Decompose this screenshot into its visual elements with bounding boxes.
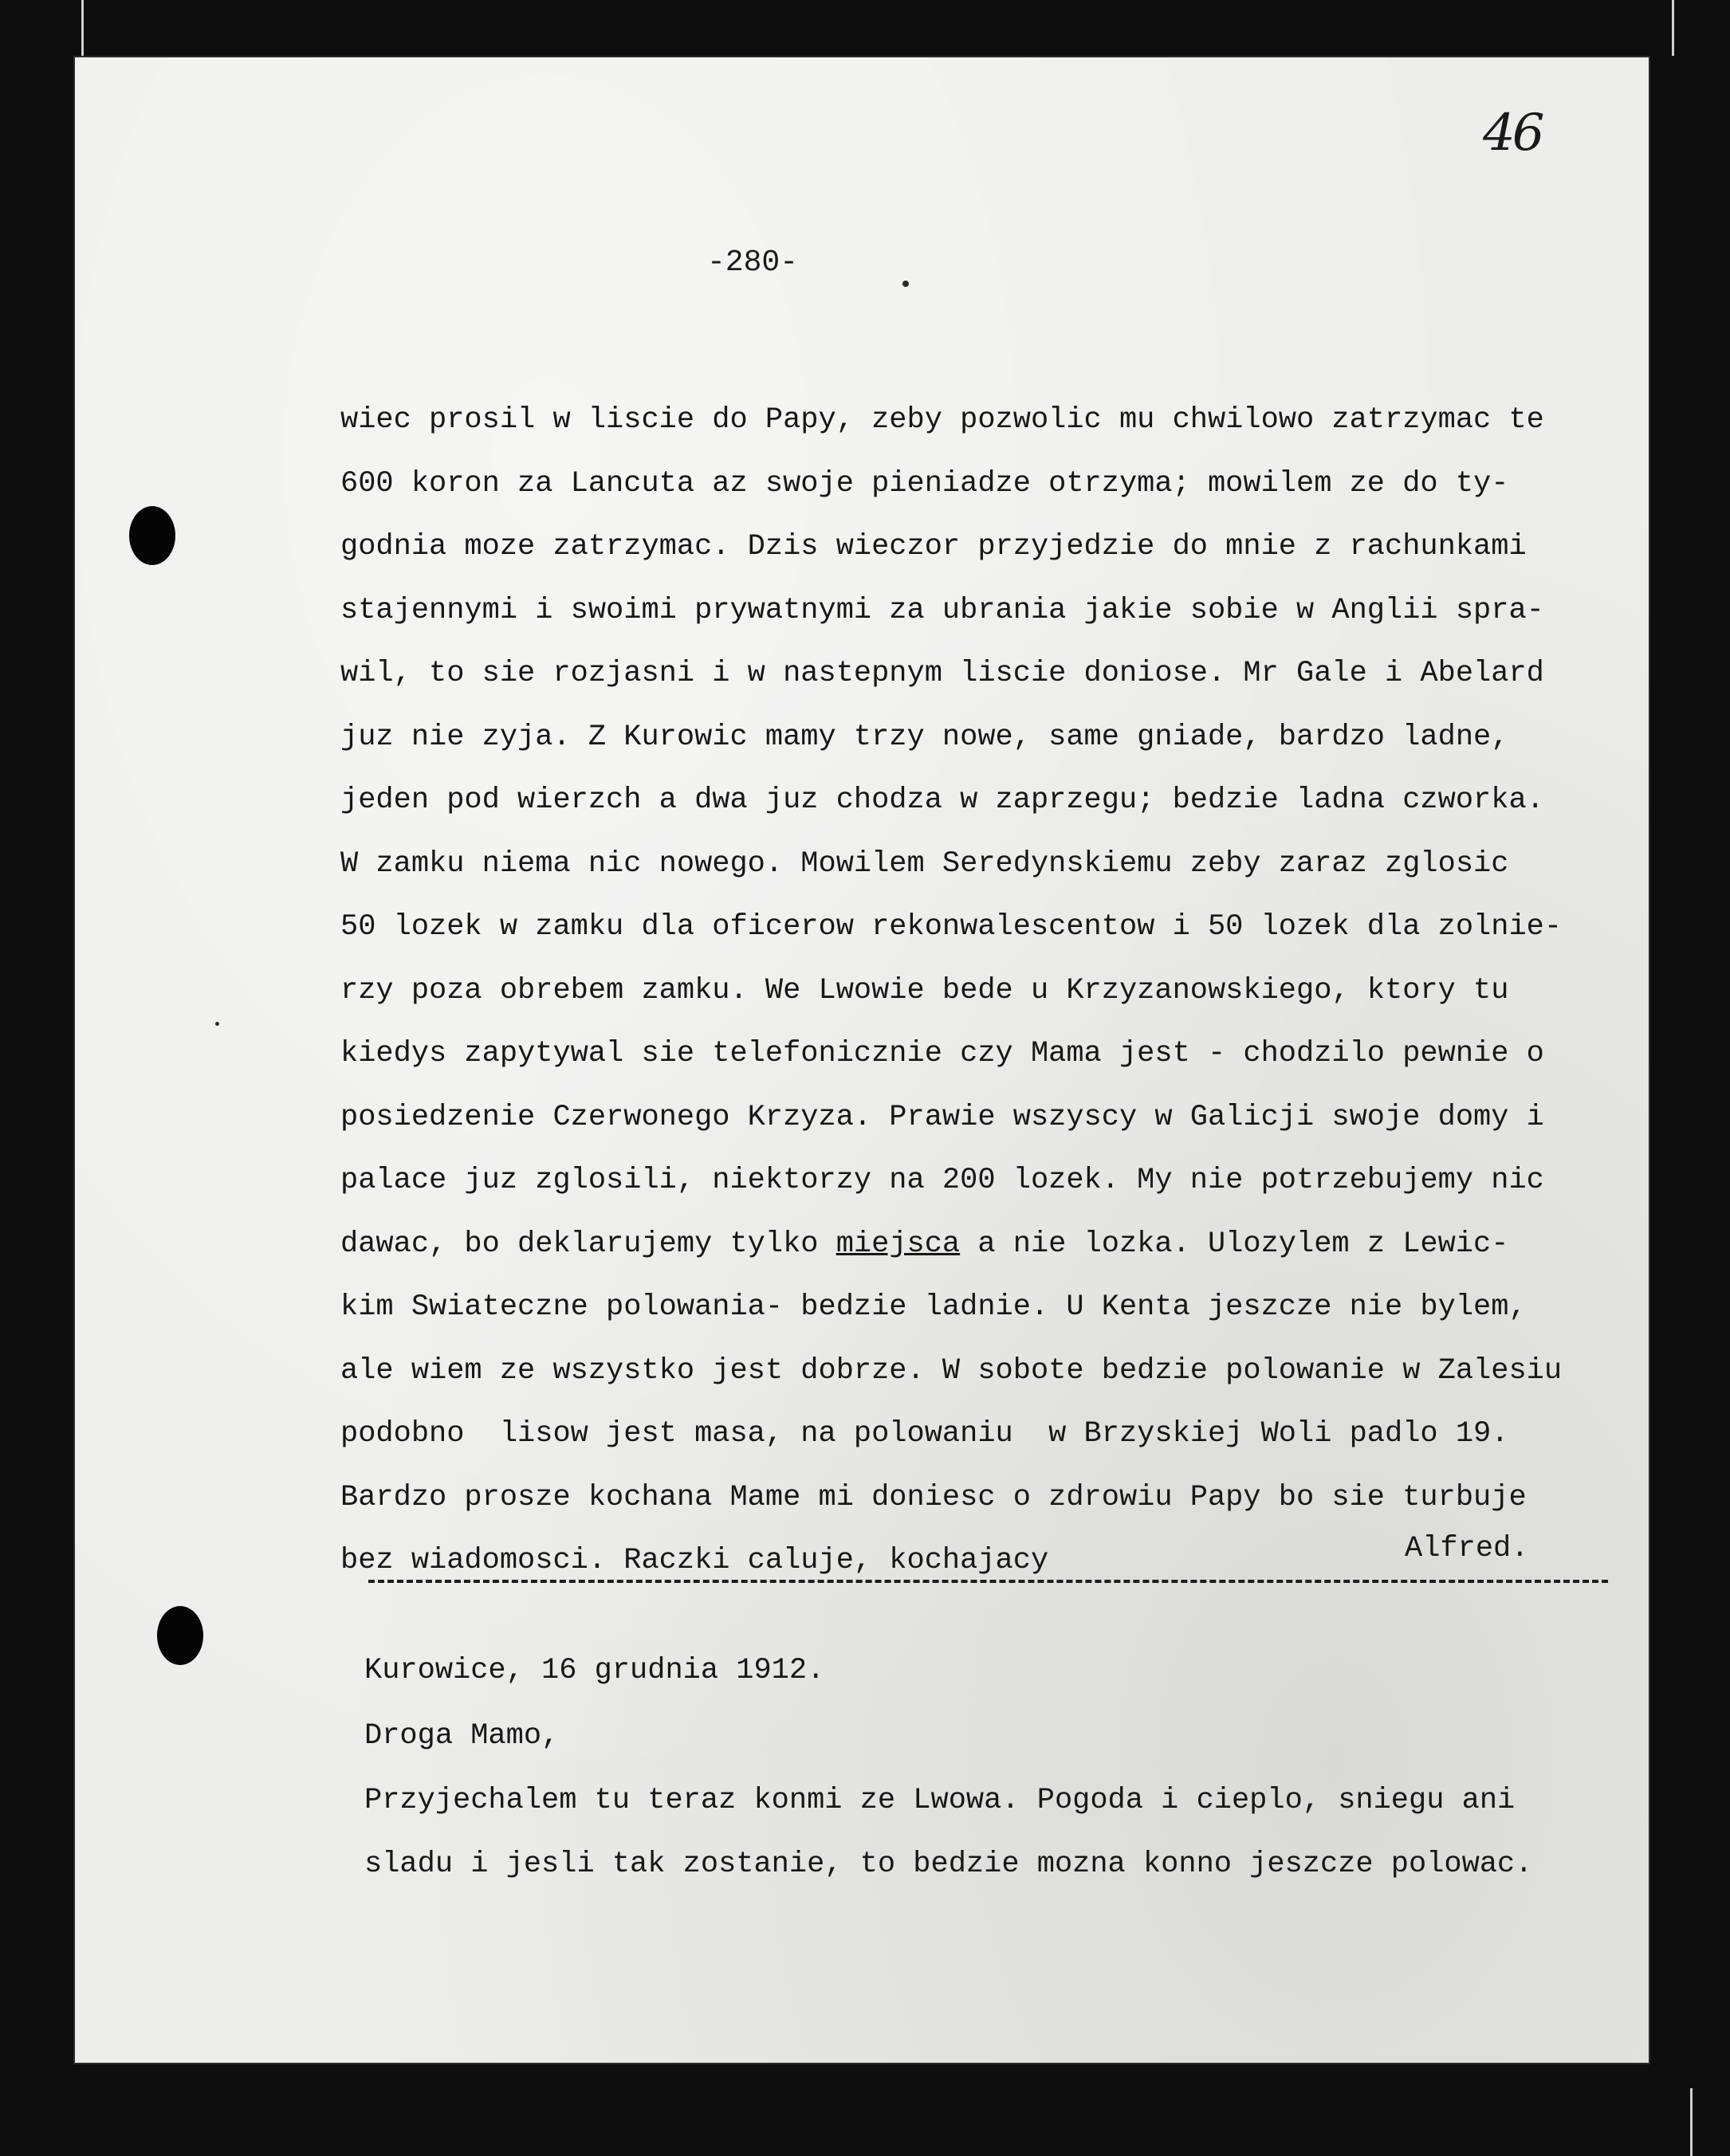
underlined-word: miejsca — [836, 1227, 961, 1261]
ink-speck — [902, 281, 909, 287]
text-line: Bardzo prosze kochana Mame mi doniesc o zdrowiu Papy bo sie turbuje — [340, 1480, 1527, 1514]
text-line: rzy poza obrebem zamku. We Lwowie bede u Krzyzanowskiego, ktory tu — [340, 973, 1509, 1007]
text-line: ale wiem ze wszystko jest dobrze. W sobote bedzie polowanie w Zalesiu — [340, 1353, 1563, 1388]
text-segment: a nie lozka. Ulozylem z Lewic- — [960, 1227, 1509, 1261]
text-line: 600 koron za Lancuta az swoje pieniadze otrzyma; mowilem ze do ty- — [340, 466, 1509, 501]
text-line: 50 lozek w zamku dla oficerow rekonwalescentow i 50 lozek dla zolnie- — [340, 910, 1563, 944]
text-line: kim Swiateczne polowania- bedzie ladnie. U Kenta jeszcze nie bylem, — [340, 1290, 1527, 1324]
text-line: podobno lisow jest masa, na polowaniu w Brzyskiej Woli padlo 19. — [340, 1417, 1509, 1451]
text-line: Przyjechalem tu teraz konmi ze Lwowa. Pogoda i cieplo, sniegu ani — [364, 1784, 1516, 1817]
text-line: stajennymi i swoimi prywatnymi za ubrania jakie sobie w Anglii spra- — [340, 593, 1544, 627]
text-line-with-underline — [340, 1213, 1712, 1277]
text-line: palace juz zglosili, niektorzy na 200 lozek. My nie potrzebujemy nic — [340, 1164, 1544, 1197]
text-line: godnia moze zatrzymac. Dzis wieczor przyjedzie do mnie z rachunkami — [340, 530, 1527, 564]
handwritten-folio-number: 46 — [1483, 104, 1542, 163]
text-line: sladu i jesli tak zostanie, to bedzie mozna konno jeszcze polowac. — [364, 1848, 1533, 1881]
dashed-separator — [368, 1580, 1608, 1583]
text-segment: dawac, bo deklarujemy tylko — [340, 1227, 836, 1261]
paper-sheet — [73, 56, 1650, 2064]
letter-body — [340, 389, 1712, 1593]
text-line: kiedys zapytywal sie telefonicznie czy Mama jest - chodzilo pewnie o — [340, 1037, 1544, 1070]
ink-speck — [215, 1022, 219, 1026]
next-letter — [364, 1638, 1704, 1896]
film-edge-mark — [1690, 2088, 1693, 2156]
film-edge-mark — [1672, 0, 1674, 56]
page-number: -280- — [707, 245, 799, 280]
text-line: jeden pod wierzch a dwa juz chodza w zaprzegu; bedzie ladna czworka. — [340, 783, 1544, 817]
text-line: juz nie zyja. Z Kurowic mamy trzy nowe, same gniade, bardzo ladne, — [340, 720, 1509, 754]
film-edge-mark — [81, 0, 84, 62]
letter-date: Kurowice, 16 grudnia 1912. — [364, 1654, 825, 1687]
salutation: Droga Mamo, — [364, 1719, 560, 1753]
text-line: posiedzenie Czerwonego Krzyza. Prawie wszyscy w Galicji swoje domy i — [340, 1100, 1544, 1134]
punch-hole — [157, 1606, 203, 1665]
punch-hole — [129, 506, 175, 565]
signature: Alfred. — [1405, 1532, 1529, 1565]
text-line: wil, to sie rozjasni i w nastepnym liscie doniose. Mr Gale i Abelard — [340, 657, 1544, 690]
text-line: W zamku niema nic nowego. Mowilem Seredynskiemu zeby zaraz zglosic — [340, 846, 1509, 881]
text-line: bez wiadomosci. Raczki caluje, kochajacy — [340, 1544, 1049, 1577]
text-line: wiec prosil w liscie do Papy, zeby pozwolic mu chwilowo zatrzymac te — [340, 403, 1544, 437]
